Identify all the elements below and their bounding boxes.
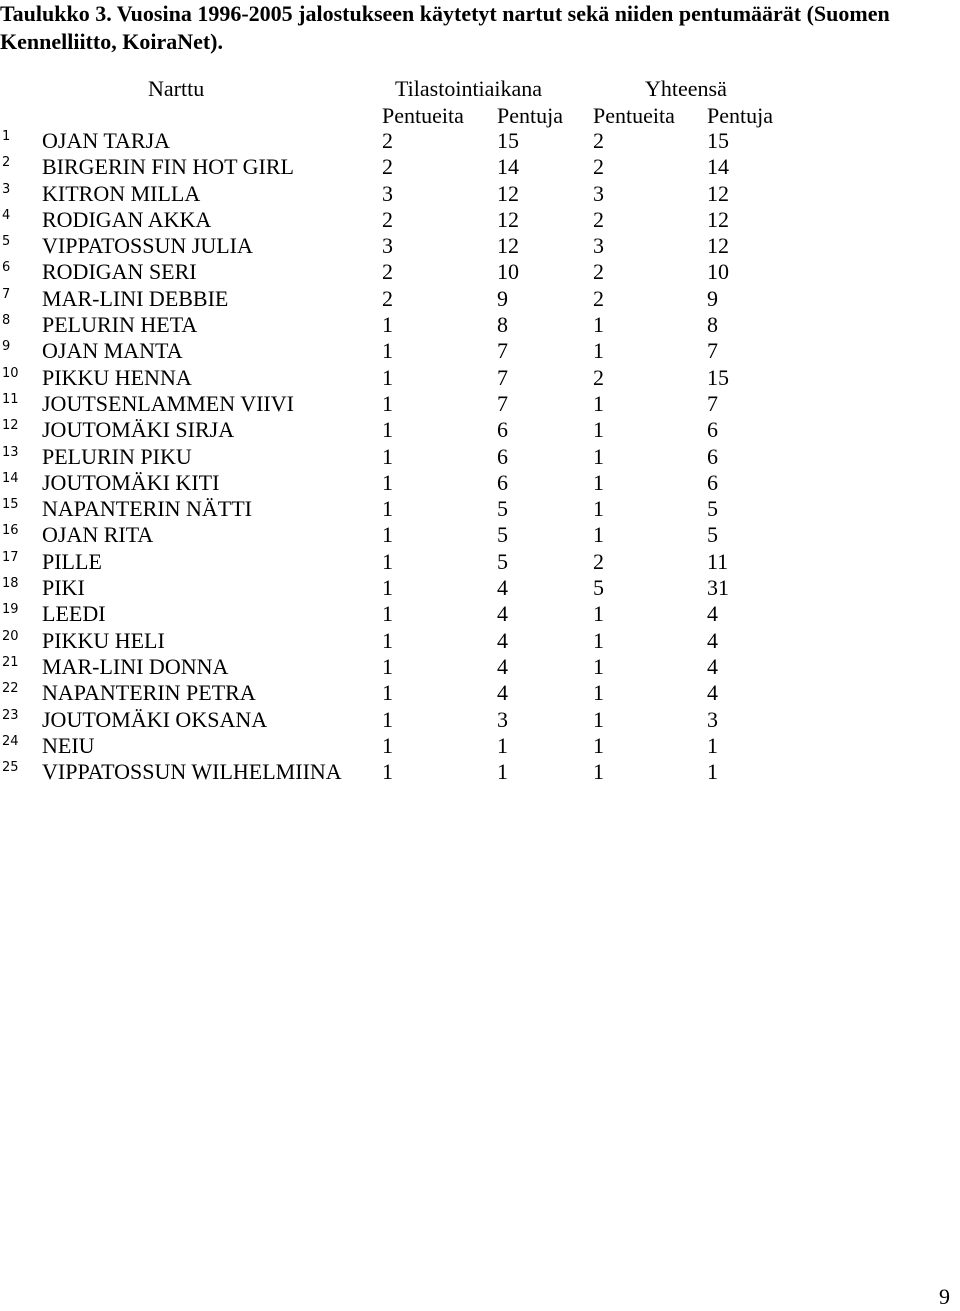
- header-pentueita-tilastointi: Pentueita: [382, 103, 464, 128]
- dog-name: VIPPATOSSUN JULIA: [42, 233, 253, 259]
- dog-name: PIKKU HELI: [42, 627, 165, 653]
- dog-name: PELURIN PIKU: [42, 443, 192, 469]
- row-number: 5: [2, 234, 11, 250]
- yht-pentuja-cell: 12: [707, 206, 729, 232]
- dog-name: NEIU: [42, 732, 95, 758]
- table-row: [0, 417, 960, 443]
- til-pentueita-cell: 1: [382, 338, 393, 364]
- til-pentuja-cell: 5: [497, 496, 508, 522]
- til-pentuja-cell: 4: [497, 653, 508, 679]
- table-row: [0, 680, 960, 706]
- til-pentuja-cell: 3: [497, 706, 508, 732]
- yht-pentueita-cell: 1: [593, 312, 604, 338]
- til-pentuja-cell: 7: [497, 390, 508, 416]
- table-row: [0, 628, 960, 654]
- til-pentuja-cell: 6: [497, 443, 508, 469]
- yht-pentueita-cell: 1: [593, 469, 604, 495]
- row-number: 3: [2, 181, 11, 197]
- yht-pentueita-cell: 1: [593, 496, 604, 522]
- til-pentueita-cell: 1: [382, 575, 393, 601]
- yht-pentueita-cell: 3: [593, 233, 604, 259]
- til-pentueita-cell: 1: [382, 496, 393, 522]
- til-pentuja-cell: 1: [497, 759, 508, 785]
- row-number: 18: [2, 576, 19, 592]
- til-pentueita-cell: 1: [382, 390, 393, 416]
- header-tilastointiaikana: Tilastointiaikana: [395, 76, 543, 101]
- table-row: [0, 733, 960, 759]
- dog-name: RODIGAN AKKA: [42, 206, 212, 232]
- yht-pentuja-cell: 5: [707, 522, 718, 548]
- row-number: 22: [2, 681, 19, 697]
- til-pentueita-cell: 1: [382, 680, 393, 706]
- til-pentuja-cell: 4: [497, 575, 508, 601]
- yht-pentuja-cell: 4: [707, 653, 718, 679]
- dog-name: RODIGAN SERI: [42, 259, 197, 285]
- dog-name: PIKI: [42, 575, 85, 601]
- row-number: 6: [2, 260, 11, 276]
- dog-name: OJAN RITA: [42, 522, 154, 548]
- data-table: [0, 128, 960, 785]
- dog-name: PIKKU HENNA: [42, 364, 192, 390]
- header-pentuja-tilastointi: Pentuja: [497, 103, 563, 128]
- table-row: [0, 470, 960, 496]
- dog-name: PILLE: [42, 548, 102, 574]
- table-row: [0, 654, 960, 680]
- dog-name: OJAN MANTA: [42, 338, 183, 364]
- row-number: 16: [2, 523, 19, 539]
- yht-pentueita-cell: 1: [593, 653, 604, 679]
- table-row: [0, 549, 960, 575]
- yht-pentueita-cell: 3: [593, 180, 604, 206]
- row-number: 10: [2, 365, 19, 381]
- dog-name: PELURIN HETA: [42, 312, 198, 338]
- til-pentuja-cell: 12: [497, 180, 519, 206]
- row-number: 20: [2, 628, 19, 644]
- til-pentuja-cell: 5: [497, 522, 508, 548]
- header-pentueita-yhteensa: Pentueita: [593, 103, 675, 128]
- yht-pentuja-cell: 12: [707, 233, 729, 259]
- til-pentuja-cell: 4: [497, 601, 508, 627]
- yht-pentueita-cell: 1: [593, 338, 604, 364]
- row-number: 23: [2, 707, 19, 723]
- dog-name: JOUTOMÄKI KITI: [42, 469, 220, 495]
- til-pentuja-cell: 6: [497, 417, 508, 443]
- til-pentueita-cell: 1: [382, 522, 393, 548]
- table-caption: Taulukko 3. Vuosina 1996-2005 jalostukseen käytetyt nartut sekä niiden pentumäärät (Suomen Kennelliitto, KoiraNet).: [0, 1, 890, 54]
- yht-pentueita-cell: 1: [593, 601, 604, 627]
- page-number: 9: [939, 1284, 950, 1309]
- til-pentuja-cell: 7: [497, 364, 508, 390]
- yht-pentueita-cell: 2: [593, 285, 604, 311]
- yht-pentuja-cell: 4: [707, 680, 718, 706]
- yht-pentuja-cell: 7: [707, 338, 718, 364]
- row-number: 2: [2, 155, 11, 171]
- table-row: [0, 522, 960, 548]
- yht-pentuja-cell: 1: [707, 732, 718, 758]
- dog-name: NAPANTERIN NÄTTI: [42, 496, 253, 522]
- row-number: 21: [2, 654, 19, 670]
- til-pentueita-cell: 1: [382, 627, 393, 653]
- yht-pentuja-cell: 12: [707, 180, 729, 206]
- til-pentueita-cell: 1: [382, 364, 393, 390]
- til-pentuja-cell: 15: [497, 128, 519, 153]
- yht-pentueita-cell: 1: [593, 680, 604, 706]
- table-row: [0, 707, 960, 733]
- yht-pentueita-cell: 2: [593, 128, 604, 153]
- table-row: [0, 444, 960, 470]
- til-pentueita-cell: 3: [382, 233, 393, 259]
- table-row: [0, 575, 960, 601]
- table-row: [0, 601, 960, 627]
- dog-name: MAR-LINI DEBBIE: [42, 285, 229, 311]
- yht-pentuja-cell: 4: [707, 601, 718, 627]
- table-row: [0, 233, 960, 259]
- table-row: [0, 128, 960, 154]
- yht-pentuja-cell: 6: [707, 417, 718, 443]
- dog-name: VIPPATOSSUN WILHELMIINA: [42, 759, 342, 785]
- til-pentuja-cell: 4: [497, 627, 508, 653]
- yht-pentueita-cell: 1: [593, 759, 604, 785]
- table-row: [0, 391, 960, 417]
- til-pentueita-cell: 1: [382, 443, 393, 469]
- header-narttu: Narttu: [148, 76, 205, 101]
- yht-pentuja-cell: 1: [707, 759, 718, 785]
- til-pentuja-cell: 4: [497, 680, 508, 706]
- yht-pentueita-cell: 1: [593, 390, 604, 416]
- yht-pentuja-cell: 6: [707, 443, 718, 469]
- til-pentuja-cell: 5: [497, 548, 508, 574]
- yht-pentueita-cell: 2: [593, 259, 604, 285]
- header-pentuja-yhteensa: Pentuja: [707, 103, 773, 128]
- til-pentuja-cell: 8: [497, 312, 508, 338]
- yht-pentueita-cell: 1: [593, 443, 604, 469]
- row-number: 13: [2, 444, 19, 460]
- til-pentueita-cell: 1: [382, 312, 393, 338]
- yht-pentueita-cell: 2: [593, 364, 604, 390]
- til-pentueita-cell: 1: [382, 706, 393, 732]
- yht-pentuja-cell: 11: [707, 548, 729, 574]
- dog-name: LEEDI: [42, 601, 106, 627]
- yht-pentueita-cell: 5: [593, 575, 604, 601]
- dog-name: MAR-LINI DONNA: [42, 653, 229, 679]
- table-row: [0, 207, 960, 233]
- yht-pentueita-cell: 1: [593, 417, 604, 443]
- til-pentueita-cell: 1: [382, 732, 393, 758]
- table-row: [0, 338, 960, 364]
- row-number: 4: [2, 207, 11, 223]
- row-number: 24: [2, 733, 19, 749]
- row-number: 1: [2, 129, 11, 144]
- til-pentueita-cell: 3: [382, 180, 393, 206]
- dog-name: JOUTOMÄKI OKSANA: [42, 706, 268, 732]
- yht-pentueita-cell: 1: [593, 706, 604, 732]
- til-pentuja-cell: 14: [497, 154, 519, 180]
- row-number: 7: [2, 286, 11, 302]
- yht-pentueita-cell: 1: [593, 522, 604, 548]
- table-row: [0, 259, 960, 285]
- til-pentueita-cell: 2: [382, 285, 393, 311]
- table-row: [0, 154, 960, 180]
- til-pentuja-cell: 9: [497, 285, 508, 311]
- til-pentueita-cell: 1: [382, 601, 393, 627]
- row-number: 25: [2, 760, 19, 776]
- yht-pentuja-cell: 5: [707, 496, 718, 522]
- table-row: [0, 312, 960, 338]
- til-pentueita-cell: 2: [382, 206, 393, 232]
- header-yhteensa: Yhteensä: [645, 76, 727, 101]
- row-number: 8: [2, 313, 11, 329]
- dog-name: JOUTSENLAMMEN VIIVI: [42, 390, 294, 416]
- yht-pentuja-cell: 15: [707, 128, 729, 153]
- yht-pentueita-cell: 2: [593, 154, 604, 180]
- row-number: 12: [2, 418, 19, 434]
- row-number: 9: [2, 339, 11, 355]
- yht-pentueita-cell: 2: [593, 548, 604, 574]
- table-row: [0, 496, 960, 522]
- yht-pentuja-cell: 3: [707, 706, 718, 732]
- til-pentueita-cell: 1: [382, 469, 393, 495]
- til-pentueita-cell: 2: [382, 128, 393, 153]
- row-number: 11: [2, 391, 19, 407]
- dog-name: OJAN TARJA: [42, 128, 171, 153]
- til-pentuja-cell: 12: [497, 233, 519, 259]
- til-pentuja-cell: 6: [497, 469, 508, 495]
- til-pentueita-cell: 1: [382, 759, 393, 785]
- yht-pentuja-cell: 14: [707, 154, 729, 180]
- til-pentuja-cell: 10: [497, 259, 519, 285]
- table-row: [0, 365, 960, 391]
- yht-pentueita-cell: 2: [593, 206, 604, 232]
- row-number: 17: [2, 549, 19, 565]
- yht-pentueita-cell: 1: [593, 732, 604, 758]
- yht-pentuja-cell: 31: [707, 575, 729, 601]
- row-number: 14: [2, 470, 19, 486]
- til-pentueita-cell: 1: [382, 653, 393, 679]
- yht-pentuja-cell: 15: [707, 364, 729, 390]
- yht-pentuja-cell: 4: [707, 627, 718, 653]
- table-row: [0, 181, 960, 207]
- dog-name: NAPANTERIN PETRA: [42, 680, 256, 706]
- table-row: [0, 759, 960, 785]
- yht-pentuja-cell: 10: [707, 259, 729, 285]
- til-pentuja-cell: 7: [497, 338, 508, 364]
- yht-pentueita-cell: 1: [593, 627, 604, 653]
- yht-pentuja-cell: 6: [707, 469, 718, 495]
- row-number: 15: [2, 497, 19, 513]
- dog-name: KITRON MILLA: [42, 180, 201, 206]
- til-pentueita-cell: 1: [382, 417, 393, 443]
- row-number: 19: [2, 602, 19, 618]
- yht-pentuja-cell: 9: [707, 285, 718, 311]
- dog-name: JOUTOMÄKI SIRJA: [42, 417, 235, 443]
- yht-pentuja-cell: 7: [707, 390, 718, 416]
- til-pentueita-cell: 2: [382, 259, 393, 285]
- table-row: [0, 286, 960, 312]
- dog-name: BIRGERIN FIN HOT GIRL: [42, 154, 294, 180]
- til-pentueita-cell: 1: [382, 548, 393, 574]
- til-pentueita-cell: 2: [382, 154, 393, 180]
- til-pentuja-cell: 1: [497, 732, 508, 758]
- yht-pentuja-cell: 8: [707, 312, 718, 338]
- til-pentuja-cell: 12: [497, 206, 519, 232]
